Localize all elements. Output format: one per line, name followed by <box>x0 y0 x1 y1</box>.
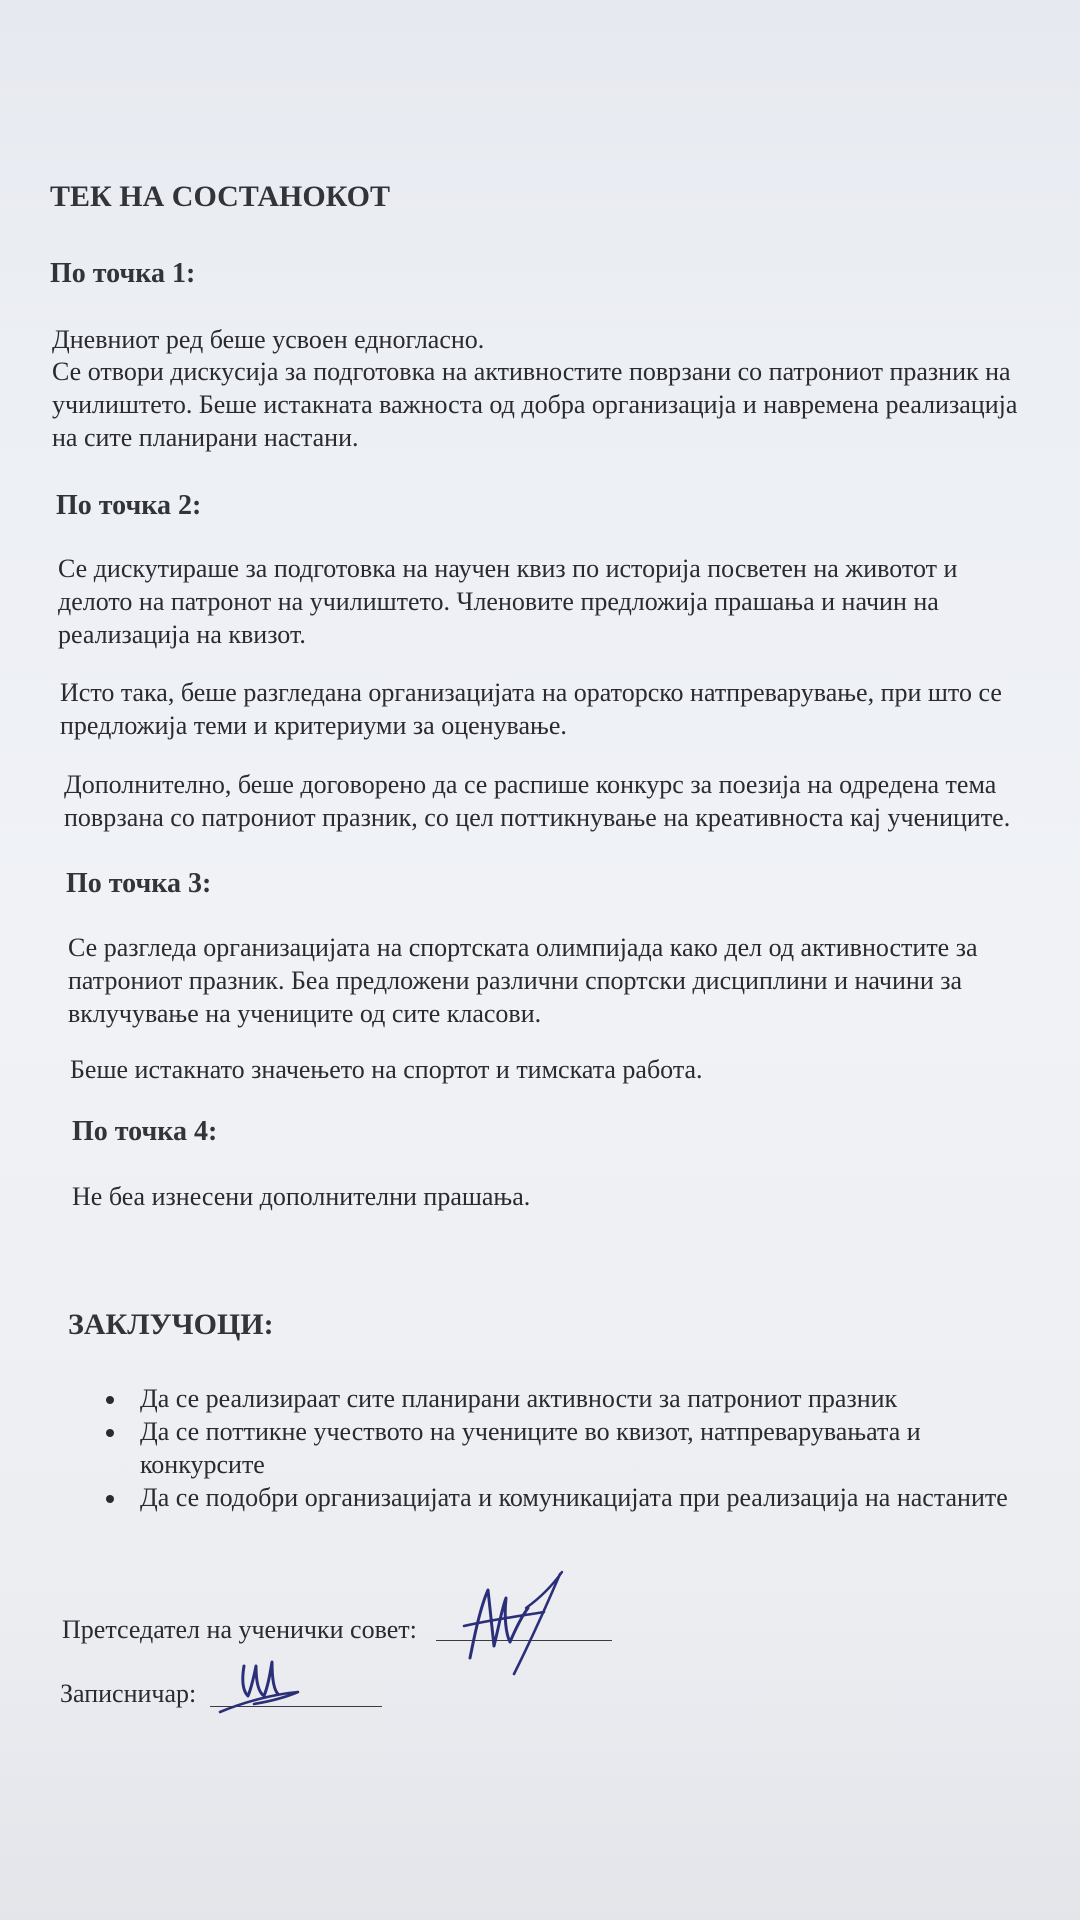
point-2-para-1-line-1: Се дискутираше за подготовка на научен квиз по историја посветен на животот и <box>58 554 958 583</box>
point-2-para-1-line-2: делото на патронот на училиштето. Членовите предложија прашања и начин на <box>58 587 939 616</box>
point-2-para-2-line-1: Исто така, беше разгледана организацијата на ораторско натпреварување, при што се <box>60 678 1002 707</box>
point-2-para-1-line-3: реализација на квизот. <box>58 620 306 649</box>
point-3-para-2-line-1: Беше истакнато значењето на спортот и тимската работа. <box>70 1055 703 1084</box>
point-3-para-1-line-1: Се разгледа организацијата на спортската олимпијада како дел од активностите за <box>68 933 978 962</box>
point-2-para-2-line-2: предложија теми и критериуми за оценување. <box>60 711 567 740</box>
point-1-line-1: Дневниот ред беше усвоен едногласно. <box>52 325 485 354</box>
conclusion-item: Да се реализираат сите планирани активности за патрониот празник <box>100 1382 1008 1415</box>
recorder-label: Записничар: <box>60 1679 197 1708</box>
point-1-line-3: училиштето. Беше истакната важноста од добра организација и навремена реализација <box>52 390 1018 419</box>
point-3-heading: По точка 3: <box>66 868 212 899</box>
point-1-line-4: на сите планирани настани. <box>52 423 359 452</box>
point-4-line-1: Не беа изнесени дополнителни прашања. <box>72 1182 531 1211</box>
point-3-para-1-line-3: вклучување на учениците од сите класови. <box>68 999 542 1028</box>
document-title: ТЕК НА СОСТАНОКОТ <box>50 180 391 213</box>
conclusion-item: Да се подобри организацијата и комуникацијата при реализација на настаните <box>100 1481 1008 1514</box>
president-signature <box>440 1568 580 1680</box>
point-4-heading: По точка 4: <box>72 1116 218 1147</box>
point-1-heading: По точка 1: <box>50 258 196 289</box>
conclusion-item-continuation <box>100 1448 1008 1481</box>
point-2-heading: По точка 2: <box>56 490 202 521</box>
conclusion-item-continuation-text: конкурсите <box>140 1450 265 1479</box>
point-2-para-3-line-1: Дополнително, беше договорено да се распише конкурс за поезија на одредена тема <box>64 770 997 799</box>
recorder-signature <box>214 1652 314 1722</box>
conclusion-item: Да се поттикне учеството на учениците во квизот, натпреварувањата и <box>100 1415 1008 1448</box>
conclusions-heading: ЗАКЛУЧОЦИ: <box>68 1308 274 1341</box>
point-3-para-1-line-2: патрониот празник. Беа предложени различни спортски дисциплини и начини за <box>68 966 963 995</box>
point-1-line-2: Се отвори дискусија за подготовка на активностите поврзани со патрониот празник на <box>52 357 1011 386</box>
conclusions-list <box>100 1382 1008 1514</box>
president-label: Претседател на ученички совет: <box>62 1615 417 1644</box>
point-2-para-3-line-2: поврзана со патрониот празник, со цел поттикнување на креативноста кај учениците. <box>64 803 1011 832</box>
